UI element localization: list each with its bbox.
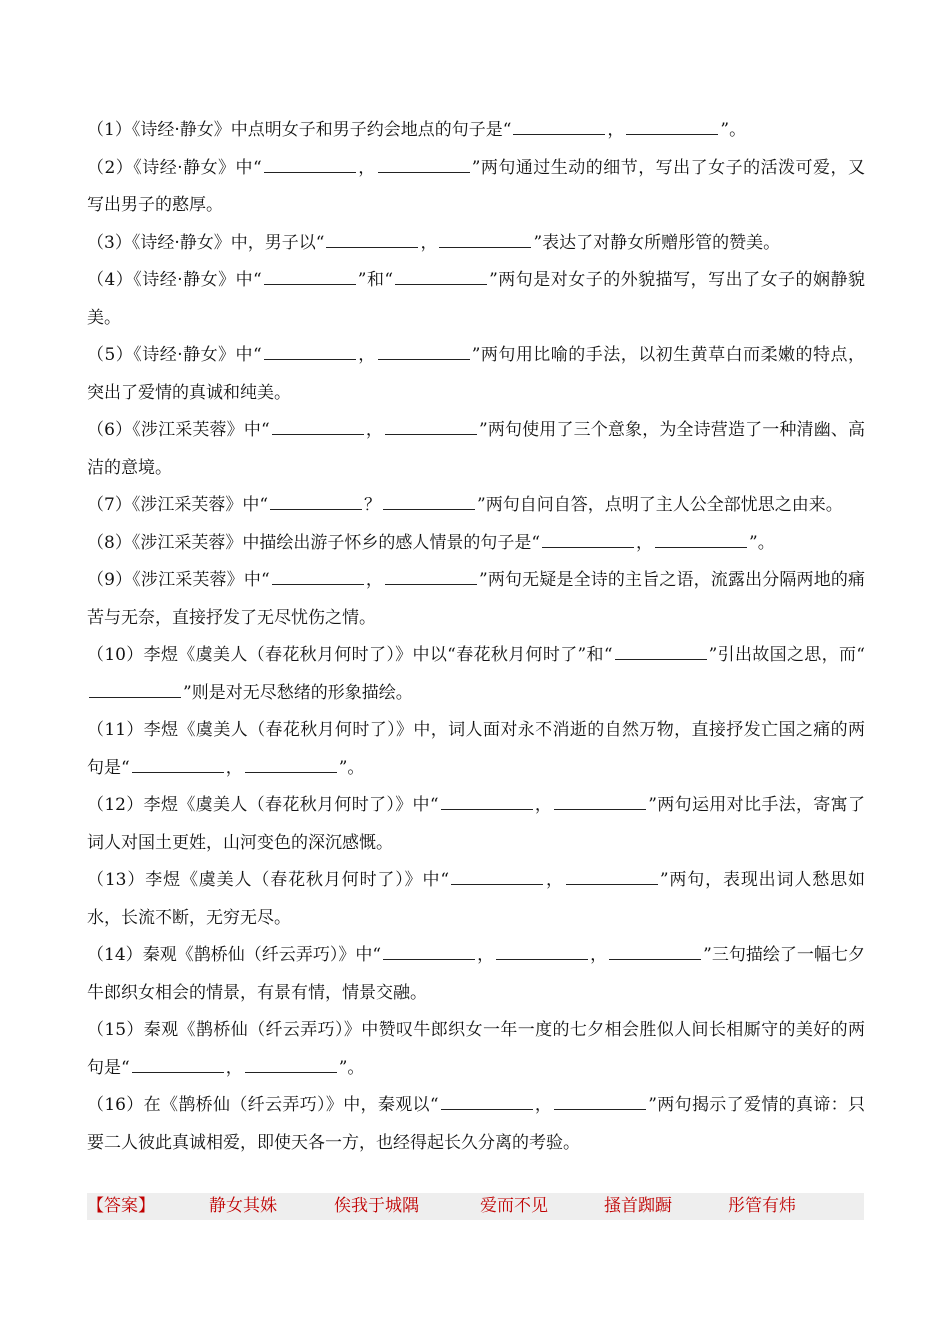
answer-blank[interactable]: [326, 230, 418, 248]
question-9: （9）《涉江采芙蓉》中“ ， ”两句无疑是全诗的主旨之语，流露出分隔两地的痛苦与无奈，直接抒发了无尽忧伤之情。: [87, 562, 865, 637]
question-number: （12）: [87, 795, 144, 815]
question-14: （14）秦观《鹊桥仙（纤云弄巧）》中“ ， ， ”三句描绘了一幅七夕牛郎织女相会的情景，有景有情，情景交融。: [87, 937, 865, 1012]
question-7: （7）《涉江采芙蓉》中“ ？ ”两句自问自答，点明了主人公全部忧思之由来。: [87, 487, 865, 525]
question-number: （3）: [87, 232, 132, 253]
question-13: （13）李煜《虞美人（春花秋月何时了）》中“ ， ”两句，表现出词人愁思如水，长流不断，无穷无尽。: [87, 862, 865, 937]
question-2: （2）《诗经·静女》中“ ， ”两句通过生动的细节，写出了女子的活泼可爱，又写出男子的憨厚。: [87, 150, 865, 225]
answer-item: 俟我于城隅: [334, 1196, 419, 1216]
question-16: （16）在《鹊桥仙（纤云弄巧）》中，秦观以“ ， ”两句揭示了爱情的真谛：只要二人彼此真诚相爱，即使天各一方，也经得起长久分离的考验。: [87, 1087, 865, 1162]
answer-blank[interactable]: [264, 267, 356, 285]
answer-blank[interactable]: [270, 492, 362, 510]
question-10: （10）李煜《虞美人（春花秋月何时了）》中以“春花秋月何时了”和“ ”引出故国之思，而“”则是对无尽愁绪的形象描绘。: [87, 637, 865, 712]
answer-blank[interactable]: [615, 642, 707, 660]
question-number: （4）: [87, 270, 134, 290]
answer-blank[interactable]: [496, 942, 588, 960]
answer-blank[interactable]: [385, 567, 477, 585]
answer-blank[interactable]: [439, 230, 531, 248]
answer-blank[interactable]: [383, 942, 475, 960]
question-number: （7）: [87, 495, 132, 515]
answer-item: 彤管有炜: [728, 1196, 796, 1216]
answer-blank[interactable]: [272, 567, 364, 585]
answer-blank[interactable]: [655, 530, 747, 548]
answer-blank[interactable]: [385, 417, 477, 435]
question-15: （15）秦观《鹊桥仙（纤云弄巧）》中赞叹牛郎织女一年一度的七夕相会胜似人间长相厮守的美好的两句是“ ， ”。: [87, 1020, 865, 1078]
answer-blank[interactable]: [264, 155, 356, 173]
answer-blank[interactable]: [626, 117, 718, 135]
answer-blank[interactable]: [441, 1092, 533, 1110]
answer-blank[interactable]: [378, 155, 470, 173]
question-number: （15）: [87, 1020, 144, 1040]
answer-bar: [87, 1193, 864, 1220]
answer-blank[interactable]: [451, 867, 543, 885]
answer-blank[interactable]: [609, 942, 701, 960]
answer-blank[interactable]: [245, 1055, 337, 1073]
question-number: （14）: [87, 945, 143, 965]
answer-blank[interactable]: [542, 530, 634, 548]
question-number: （2）: [87, 157, 134, 178]
question-6: （6）《涉江采芙蓉》中“ ， ”两句使用了三个意象，为全诗营造了一种清幽、高洁的意境。: [87, 412, 865, 487]
question-number: （11）: [87, 720, 144, 740]
answer-blank[interactable]: [272, 417, 364, 435]
answer-item: 搔首踟蹰: [604, 1196, 672, 1216]
answer-blank[interactable]: [554, 792, 646, 810]
question-list: [87, 112, 865, 1162]
answer-blank[interactable]: [132, 755, 224, 773]
question-5: （5）《诗经·静女》中“ ， ”两句用比喻的手法，以初生黄草白而柔嫩的特点，突出了爱情的真诚和纯美。: [87, 337, 865, 412]
answer-blank[interactable]: [132, 1055, 224, 1073]
question-number: （5）: [87, 345, 134, 365]
question-11: （11）李煜《虞美人（春花秋月何时了）》中，词人面对永不消逝的自然万物，直接抒发亡国之痛的两句是“ ， ”。: [87, 720, 865, 778]
question-12: （12）李煜《虞美人（春花秋月何时了）》中“ ， ”两句运用对比手法，寄寓了词人对国土更姓，山河变色的深沉感慨。: [87, 787, 865, 862]
answer-blank[interactable]: [566, 867, 658, 885]
answer-blank[interactable]: [554, 1092, 646, 1110]
question-number: （10）: [87, 645, 144, 665]
question-number: （9）: [87, 570, 133, 590]
answer-blank[interactable]: [395, 267, 487, 285]
question-number: （13）: [87, 870, 146, 890]
answer-blank[interactable]: [245, 755, 337, 773]
question-4: （4）《诗经·静女》中“ ”和“ ”两句是对女子的外貌描写，写出了女子的娴静貌美。: [87, 262, 865, 337]
question-number: （6）: [87, 420, 133, 440]
question-number: （1）: [87, 120, 132, 140]
question-8: （8）《涉江采芙蓉》中描绘出游子怀乡的感人情景的句子是“ ， ”。: [87, 525, 865, 563]
question-number: （8）: [87, 532, 132, 553]
answer-blank[interactable]: [89, 680, 181, 698]
answer-blank[interactable]: [378, 342, 470, 360]
answer-blank[interactable]: [441, 792, 533, 810]
question-3: （3）《诗经·静女》中，男子以“ ， ”表达了对静女所赠彤管的赞美。: [87, 225, 865, 263]
answer-item: 爱而不见: [480, 1196, 548, 1216]
answer-blank[interactable]: [383, 492, 475, 510]
answer-label: 【答案】: [87, 1196, 155, 1216]
answer-blank[interactable]: [513, 117, 605, 135]
question-1: （1）《诗经·静女》中点明女子和男子约会地点的句子是“ ， ”。: [87, 112, 865, 150]
question-number: （16）: [87, 1095, 144, 1115]
answer-item: 静女其姝: [209, 1196, 277, 1216]
answer-blank[interactable]: [264, 342, 356, 360]
